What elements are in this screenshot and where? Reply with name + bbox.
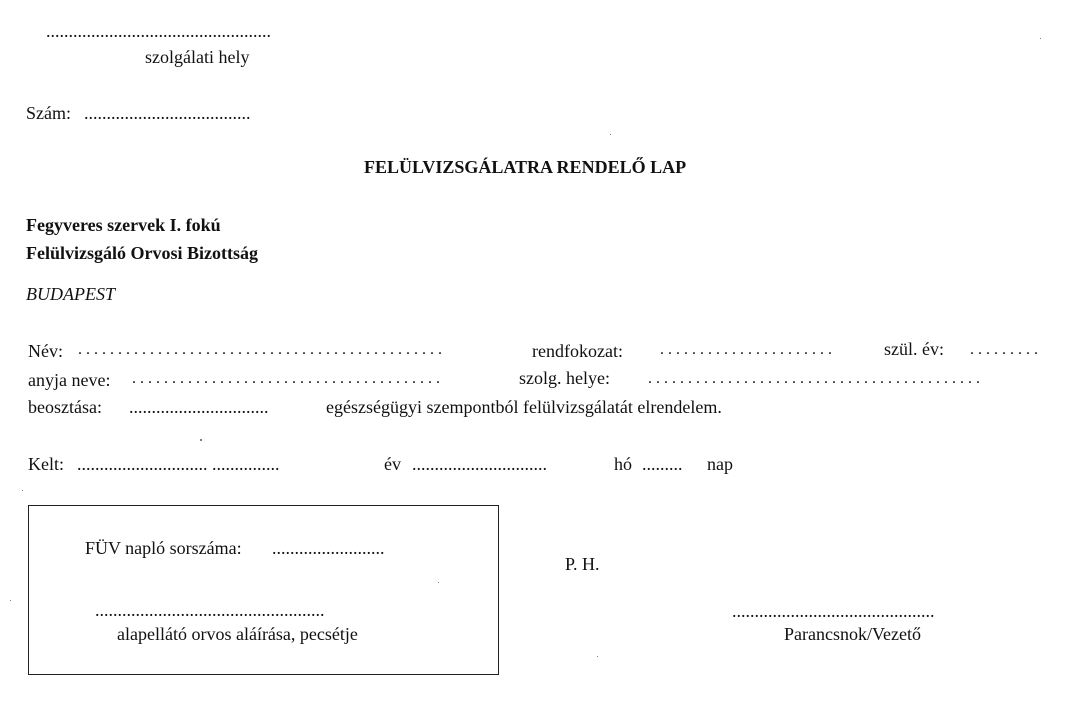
service-place-label: szolg. helye: (519, 368, 610, 388)
workplace-label: szolgálati hely (145, 47, 250, 67)
scan-speck (1040, 38, 1041, 39)
scan-speck (22, 490, 23, 491)
registry-number-label: FÜV napló sorszáma: (85, 538, 242, 558)
position-field: ............................... (129, 397, 269, 417)
date-place-field: ............................. ............... (77, 454, 280, 474)
position-label: beosztása: (28, 397, 102, 417)
commander-label: Parancsnok/Vezető (784, 624, 921, 644)
name-label: Név: (28, 341, 63, 361)
year-label: év (384, 454, 401, 474)
mother-name-label: anyja neve: (28, 370, 111, 390)
stamp-placeholder: P. H. (565, 554, 600, 574)
commander-signature-line: ............................................. (732, 601, 935, 621)
month-label: hó (614, 454, 632, 474)
registry-box (28, 505, 499, 675)
addressee-line-2: Felülvizsgáló Orvosi Bizottság (26, 243, 258, 263)
addressee-line-1: Fegyveres szervek I. fokú (26, 215, 221, 235)
order-statement: egészségügyi szempontból felülvizsgálatát elrendelem. (326, 397, 722, 417)
month-day-field: ......... (642, 454, 683, 474)
day-label: nap (707, 454, 733, 474)
scan-speck (438, 582, 439, 583)
rank-field: . . . . . . . . . . . . . . . . . . . . . . (660, 341, 832, 358)
date-label: Kelt: (28, 454, 64, 474)
rank-label: rendfokozat: (532, 341, 623, 361)
birth-year-field: . . . . . . . . . (970, 341, 1038, 358)
scan-speck (200, 439, 202, 441)
doctor-signature-label: alapellátó orvos aláírása, pecsétje (117, 624, 358, 644)
registry-number-field: ......................... (272, 538, 385, 558)
scan-speck (610, 134, 611, 135)
service-place-field: . . . . . . . . . . . . . . . . . . . . . . . . . . . . . . . . . . . . . . . . . . (648, 370, 980, 387)
workplace-signature-line: .................................................. (46, 21, 271, 41)
mother-name-field: . . . . . . . . . . . . . . . . . . . . . . . . . . . . . . . . . . . . . . . (132, 370, 440, 387)
addressee-city: BUDAPEST (26, 284, 115, 304)
scan-speck (597, 656, 598, 657)
doctor-signature-line: ................................................... (95, 600, 325, 620)
number-label: Szám: (26, 103, 71, 123)
birth-year-label: szül. év: (884, 339, 944, 359)
scan-speck (10, 600, 11, 601)
year-field: .............................. (412, 454, 547, 474)
name-field: . . . . . . . . . . . . . . . . . . . . . . . . . . . . . . . . . . . . . . . . . . . . . . (78, 341, 442, 358)
page-title: FELÜLVIZSGÁLATRA RENDELŐ LAP (364, 157, 687, 177)
number-field: ..................................... (84, 103, 251, 123)
